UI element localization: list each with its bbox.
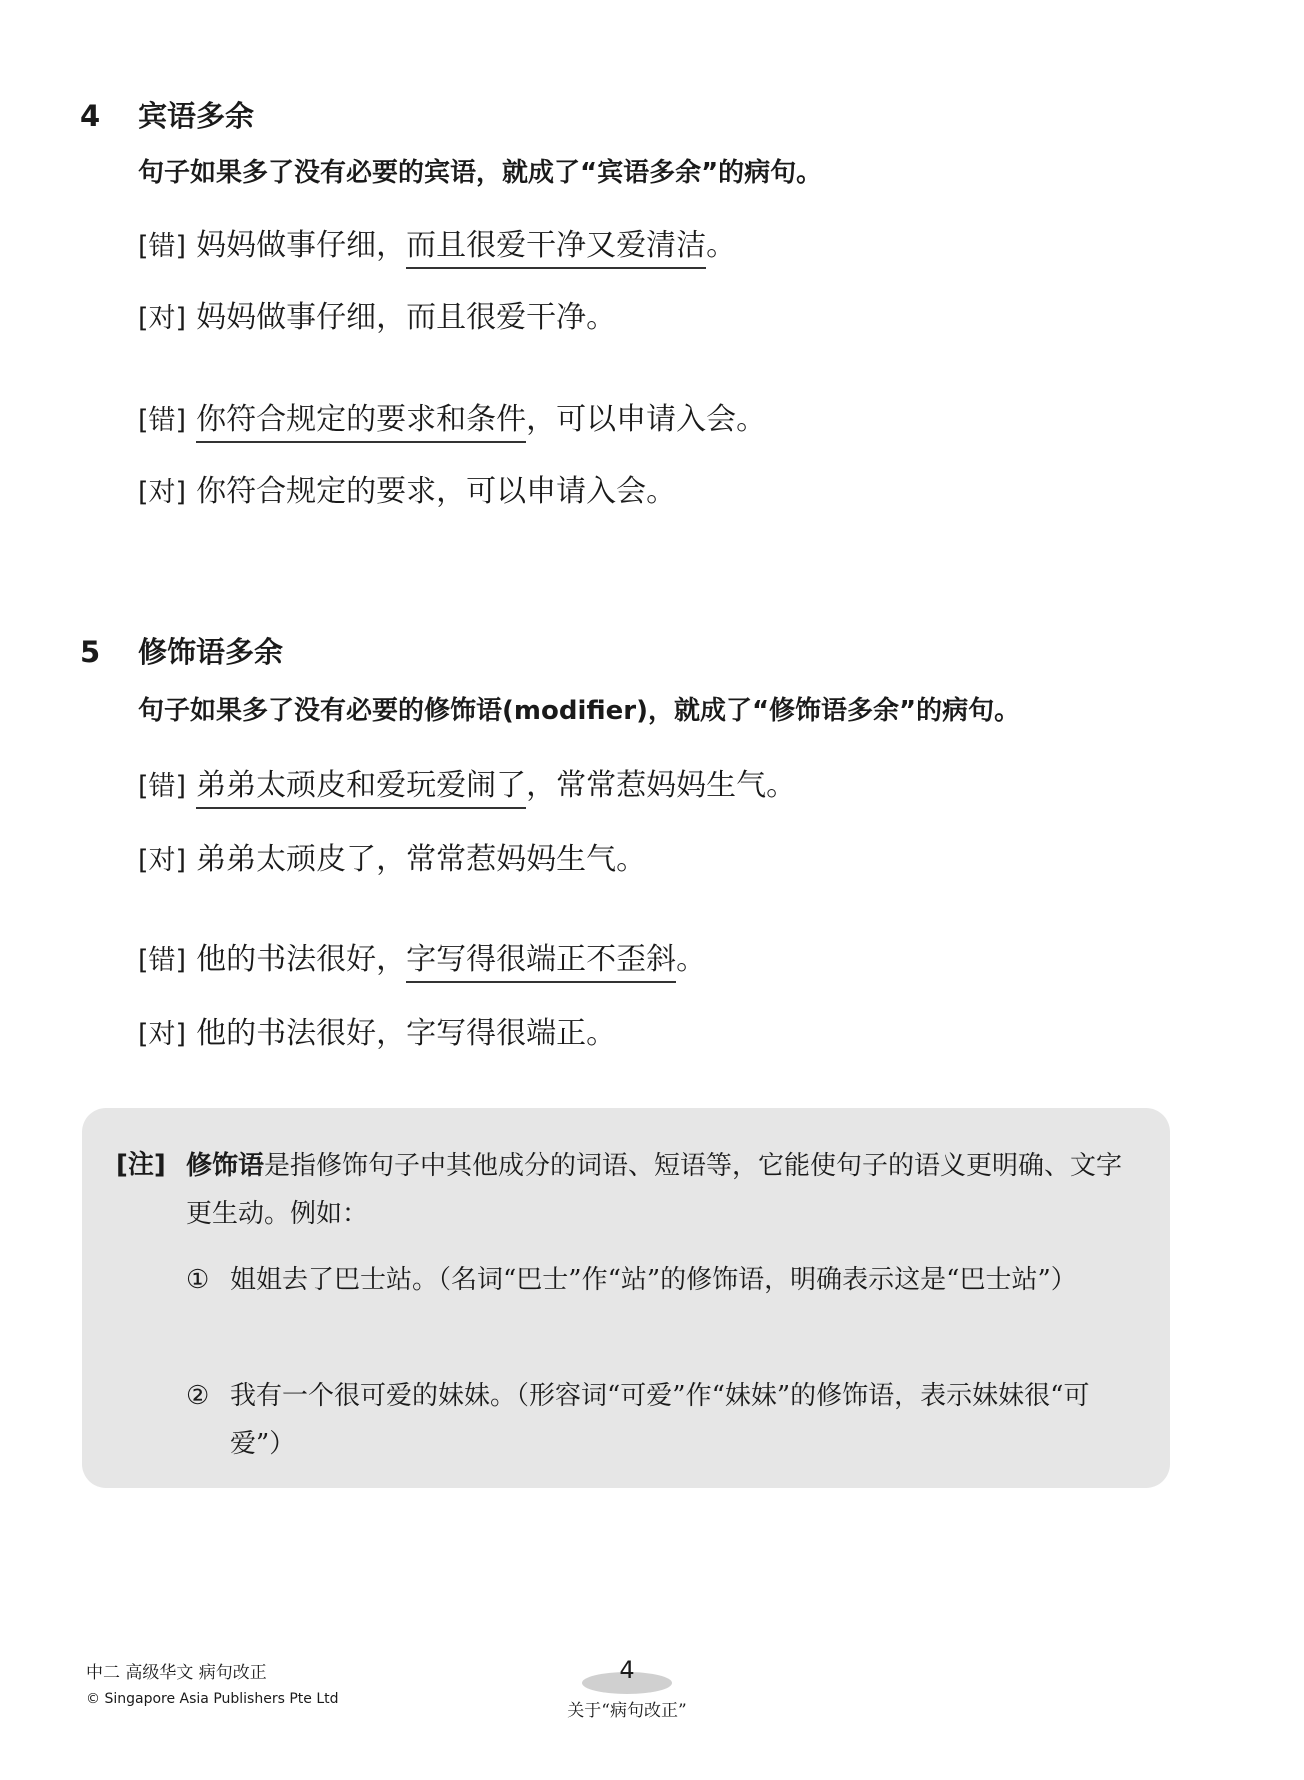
note-term: 修饰语	[186, 1151, 265, 1181]
example-text-end: 。	[676, 942, 707, 977]
example-tag: [错]	[138, 231, 187, 262]
section-5-title: 修饰语多余	[138, 635, 284, 669]
example-underlined-text: 你符合规定的要求和条件	[196, 402, 526, 443]
note-text: 是指修饰句子中其他成分的词语、短语等，它能使句子的语义更明确、文字更生动。例如：	[186, 1151, 1123, 1229]
section-4-heading	[80, 94, 254, 135]
footer-chapter: 关于“病句改正”	[567, 1701, 687, 1721]
example-tag: [错]	[138, 405, 187, 436]
section-5-example-2	[138, 834, 646, 878]
section-5-description: 句子如果多了没有必要的修饰语(modifier)，就成了“修饰语多余”的病句。	[138, 696, 1021, 726]
example-tag: [对]	[138, 303, 187, 334]
section-4-example-2	[138, 292, 616, 336]
example-text: 你符合规定的要求，可以申请入会。	[196, 474, 677, 509]
example-text: 他的书法很好，字写得很端正。	[196, 1016, 617, 1051]
note-item-text: 姐姐去了巴士站。（名词“巴士”作“站”的修饰语，明确表示这是“巴士站”）	[230, 1265, 1077, 1295]
section-5-example-4	[138, 1008, 616, 1052]
example-text: 他的书法很好，	[196, 942, 407, 977]
example-underlined-text: 而且很爱干净又爱清洁	[406, 228, 706, 269]
section-4-example-4	[138, 466, 676, 510]
section-4-example-3	[138, 394, 766, 438]
section-4-number: 4	[80, 99, 101, 133]
example-underlined-text: 弟弟太顽皮和爱玩爱闹了	[196, 768, 526, 809]
section-4-example-1	[138, 220, 736, 264]
footer-copyright: © Singapore Asia Publishers Pte Ltd	[86, 1691, 339, 1707]
example-tag: [对]	[138, 477, 187, 508]
circled-two-icon: ②	[186, 1381, 210, 1411]
example-text: 弟弟太顽皮了，常常惹妈妈生气。	[196, 842, 647, 877]
page-number: 4	[619, 1656, 635, 1684]
example-tag: [错]	[138, 771, 187, 802]
example-text: 妈妈做事仔细，而且很爱干净。	[196, 300, 617, 335]
example-tag: [对]	[138, 845, 187, 876]
example-underlined-text: 字写得很端正不歪斜	[406, 942, 676, 983]
note-item-2	[186, 1372, 1146, 1468]
note-item-text: 我有一个很可爱的妹妹。（形容词“可爱”作“妹妹”的修饰语，表示妹妹很“可爱”）	[230, 1381, 1090, 1459]
footer-book-info	[86, 1660, 339, 1712]
example-text-end: ，常常惹妈妈生气。	[526, 768, 797, 803]
note-item-1	[186, 1256, 1146, 1304]
note-tag: [注]	[116, 1150, 166, 1180]
section-5-example-1	[138, 760, 796, 804]
example-text-end: 。	[706, 228, 737, 263]
example-tag: [对]	[138, 1019, 187, 1050]
example-text: 妈妈做事仔细，	[196, 228, 407, 263]
circled-one-icon: ①	[186, 1265, 210, 1295]
footer-book-title: 中二 高级华文 病句改正	[86, 1663, 267, 1683]
section-5-number: 5	[80, 635, 101, 669]
note-box	[82, 1108, 1170, 1488]
note-body	[186, 1142, 1136, 1238]
example-text-end: ，可以申请入会。	[526, 402, 767, 437]
section-5-example-3	[138, 934, 706, 978]
example-tag: [错]	[138, 945, 187, 976]
section-5-heading	[80, 630, 283, 671]
section-4-title: 宾语多余	[138, 99, 255, 133]
section-4-description: 句子如果多了没有必要的宾语，就成了“宾语多余”的病句。	[138, 158, 823, 188]
